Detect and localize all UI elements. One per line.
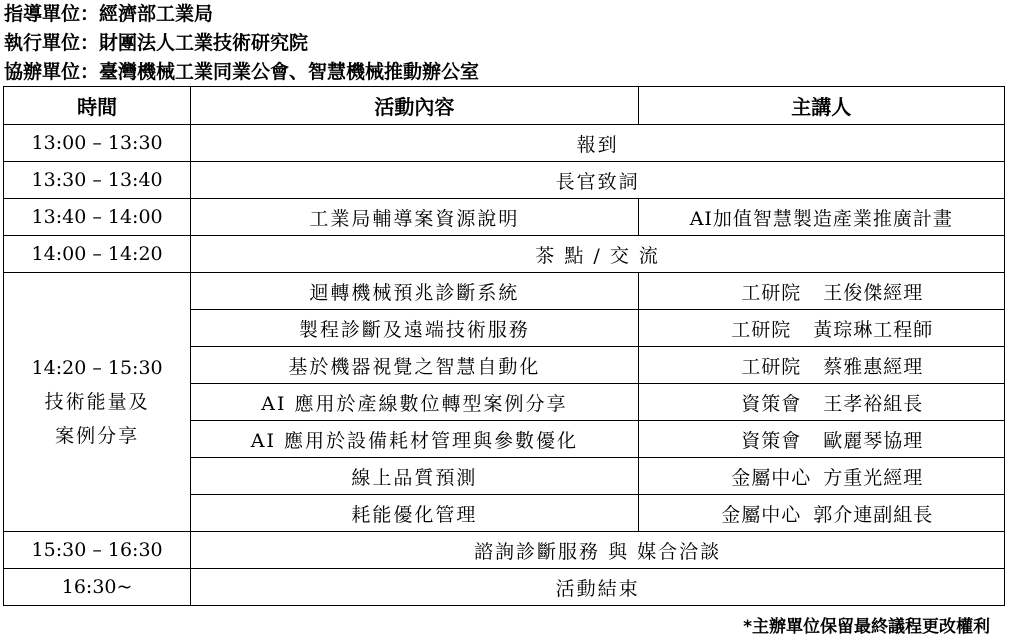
speaker-org: 工研院 (731, 318, 792, 341)
speaker-name: 王俊傑經理 (823, 281, 924, 304)
activity-cell: AI 應用於設備耗材管理與參數優化 (191, 421, 638, 458)
speaker-org: 金屬中心 (731, 466, 812, 489)
table-row (4, 273, 1005, 310)
header-activity: 活動內容 (191, 87, 638, 125)
table-row (4, 125, 1005, 162)
activity-cell: 迴轉機械預兆診斷系統 (191, 273, 638, 310)
time-cell: 15:30 – 16:30 (4, 532, 191, 569)
table-row (4, 236, 1005, 273)
activity-cell: 報到 (191, 125, 1005, 162)
disclaimer-note: *主辦單位保留最終議程更改權利 (743, 617, 990, 637)
activity-cell: 活動結束 (191, 569, 1005, 606)
session-label-line2: 案例分享 (55, 425, 140, 447)
time-cell: 13:40 – 14:00 (4, 199, 191, 236)
session-label-line1: 技術能量及 (44, 391, 150, 413)
activity-cell: 耗能優化管理 (191, 495, 638, 532)
activity-cell: 茶 點 / 交 流 (191, 236, 1005, 273)
guidance-unit: 指導單位：經濟部工業局 (4, 3, 214, 25)
table-row (4, 569, 1005, 606)
table-header-row (4, 87, 1005, 125)
speaker-cell (638, 384, 1004, 421)
speaker-cell (638, 273, 1004, 310)
activity-cell: 基於機器視覺之智慧自動化 (191, 347, 638, 384)
time-cell: 14:00 – 14:20 (4, 236, 191, 273)
speaker-name: 黃琮琳工程師 (813, 318, 934, 341)
activity-cell: 諮詢診斷服務 與 媒合洽談 (191, 532, 1005, 569)
header-speaker: 主講人 (638, 87, 1004, 125)
speaker-name: 郭介連副組長 (813, 503, 934, 526)
activity-cell: 製程診斷及遠端技術服務 (191, 310, 638, 347)
speaker-org: 金屬中心 (721, 503, 802, 526)
header-time: 時間 (4, 87, 191, 125)
co-organizer: 協辦單位：臺灣機械工業同業公會、智慧機械推動辦公室 (4, 61, 480, 83)
time-cell: 13:00 – 13:30 (4, 125, 191, 162)
speaker-name: 王孝裕組長 (823, 392, 924, 415)
table-row (4, 532, 1005, 569)
session-time-cell (4, 273, 191, 532)
speaker-cell (638, 310, 1004, 347)
activity-cell: 工業局輔導案資源說明 (191, 199, 638, 236)
agenda-table (3, 86, 1005, 606)
speaker-name: 方重光經理 (823, 466, 924, 489)
speaker-name: 歐麗琴協理 (823, 429, 924, 452)
speaker-org: 工研院 (741, 355, 802, 378)
speaker-cell (638, 421, 1004, 458)
table-row (4, 162, 1005, 199)
activity-cell: 線上品質預測 (191, 458, 638, 495)
executing-unit: 執行單位：財團法人工業技術研究院 (4, 32, 309, 54)
speaker-org: 工研院 (741, 281, 802, 304)
speaker-cell (638, 495, 1004, 532)
speaker-cell: AI加值智慧製造產業推廣計畫 (638, 199, 1004, 236)
organizer-info (4, 0, 479, 87)
activity-cell: 長官致詞 (191, 162, 1005, 199)
speaker-org: 資策會 (741, 392, 802, 415)
speaker-cell (638, 347, 1004, 384)
time-cell: 16:30~ (4, 569, 191, 606)
table-row (4, 199, 1005, 236)
speaker-cell (638, 458, 1004, 495)
speaker-org: 資策會 (741, 429, 802, 452)
speaker-name: 蔡雅惠經理 (823, 355, 924, 378)
activity-cell: AI 應用於產線數位轉型案例分享 (191, 384, 638, 421)
session-time: 14:20 – 15:30 (31, 357, 163, 379)
time-cell: 13:30 – 13:40 (4, 162, 191, 199)
